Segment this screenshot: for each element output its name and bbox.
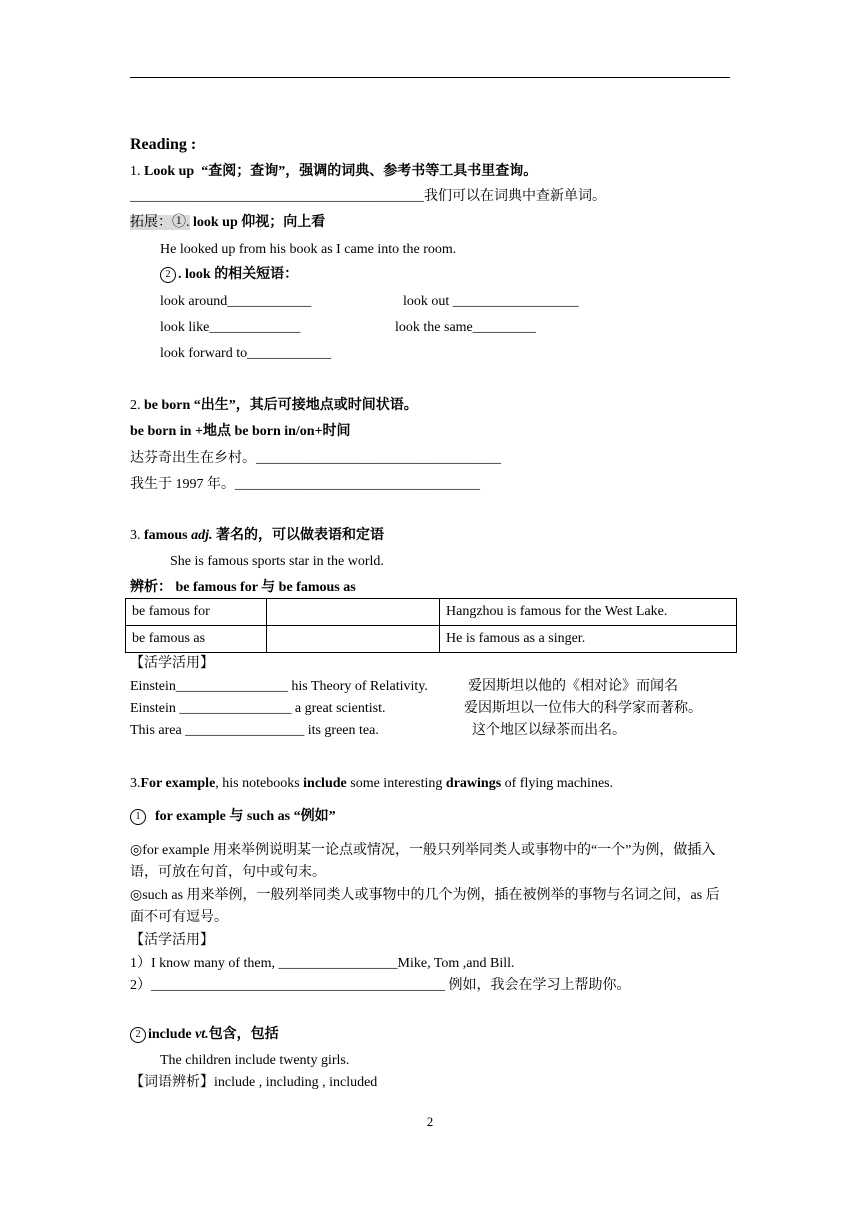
phrase-item: look around____________ bbox=[160, 294, 312, 309]
table-row bbox=[126, 599, 737, 626]
s3-title: 3. famous adj. 著名的，可以做表语和定语 bbox=[130, 528, 384, 543]
s4-practice-title: 【活学活用】 bbox=[130, 933, 214, 948]
table-cell: He is famous as a singer. bbox=[440, 626, 737, 653]
practice-sentence: Einstein ________________ a great scientist. bbox=[130, 701, 386, 716]
table-row bbox=[126, 626, 737, 653]
table-cell: Hangzhou is famous for the West Lake. bbox=[440, 599, 737, 626]
header-rule bbox=[130, 77, 730, 78]
s1-blank-line: __________________________________________我们可以在词典中查新单词。 bbox=[130, 189, 606, 204]
table-cell: be famous as bbox=[126, 626, 267, 653]
s4-question-2: 2）__________________________________________ 例如，我会在学习上帮助你。 bbox=[130, 978, 631, 993]
s1-extension-2: 2 . look 的相关短语： bbox=[160, 266, 298, 284]
practice-sentence: This area _________________ its green tea. bbox=[130, 723, 379, 738]
table-cell: be famous for bbox=[126, 599, 267, 626]
s4-para-1: ◎for example 用来举例说明某一论点或情况，一般只列举同类人或事物中的“一个”为例，做插入语，可放在句首，句中或句末。 bbox=[130, 843, 716, 880]
s1-extension: 拓展：①. look up 仰视；向上看 bbox=[130, 215, 326, 230]
s3-practice-title: 【活学活用】 bbox=[130, 656, 214, 671]
comparison-table bbox=[125, 598, 737, 653]
s4-analysis: 【词语辨析】include , including , included bbox=[130, 1075, 378, 1090]
s3-analysis: 辨析： be famous for 与 be famous as bbox=[130, 580, 356, 595]
practice-translation: 这个地区以绿茶而出名。 bbox=[472, 723, 626, 738]
s2-pattern: be born in +地点 be born in/on+时间 bbox=[130, 424, 351, 439]
practice-translation: 爱因斯坦以一位伟大的科学家而著称。 bbox=[464, 701, 702, 716]
s4-sentence: 3.For example, his notebooks include some interesting drawings of flying machines. bbox=[130, 776, 614, 791]
phrase-item: look out __________________ bbox=[403, 294, 579, 309]
s2-title: 2. be born “出生”，其后可接地点或时间状语。 bbox=[130, 398, 418, 413]
s4-example: The children include twenty girls. bbox=[160, 1053, 350, 1068]
s4-para-2: ◎such as 用来举例，一般列举同类人或事物中的几个为例，插在被例举的事物与名词之间，as 后面不可有逗号。 bbox=[130, 888, 720, 925]
practice-translation: 爱因斯坦以他的《相对论》而闻名 bbox=[468, 679, 678, 694]
s2-line-2: 我生于 1997 年。___________________________________ bbox=[130, 477, 480, 492]
s2-line-1: 达芬奇出生在乡村。___________________________________ bbox=[130, 451, 501, 466]
s4-sub1-title: 1 for example 与 such as “例如” bbox=[130, 808, 336, 826]
phrase-item: look the same_________ bbox=[395, 320, 536, 335]
circled-number-icon: 1 bbox=[130, 809, 146, 825]
s1-example: He looked up from his book as I came into the room. bbox=[160, 242, 457, 257]
phrase-item: look forward to____________ bbox=[160, 346, 332, 361]
circled-number-icon: 2 bbox=[130, 1027, 146, 1043]
s4-sub2-title: 2 include vt.包含，包括 bbox=[130, 1026, 279, 1044]
circled-number-icon: 2 bbox=[160, 267, 176, 283]
practice-sentence: Einstein________________ his Theory of Relativity. bbox=[130, 679, 428, 694]
table-cell bbox=[267, 626, 440, 653]
phrase-item: look like_____________ bbox=[160, 320, 301, 335]
s4-question-1: 1）I know many of them, _________________Mike, Tom ,and Bill. bbox=[130, 956, 515, 971]
s3-example: She is famous sports star in the world. bbox=[170, 554, 384, 569]
section-heading: Reading : bbox=[130, 136, 197, 153]
table-cell bbox=[267, 599, 440, 626]
s1-title: 1. Look up “查阅；查询”，强调的词典、参考书等工具书里查询。 bbox=[130, 164, 538, 179]
page-number: 2 bbox=[426, 1114, 434, 1129]
